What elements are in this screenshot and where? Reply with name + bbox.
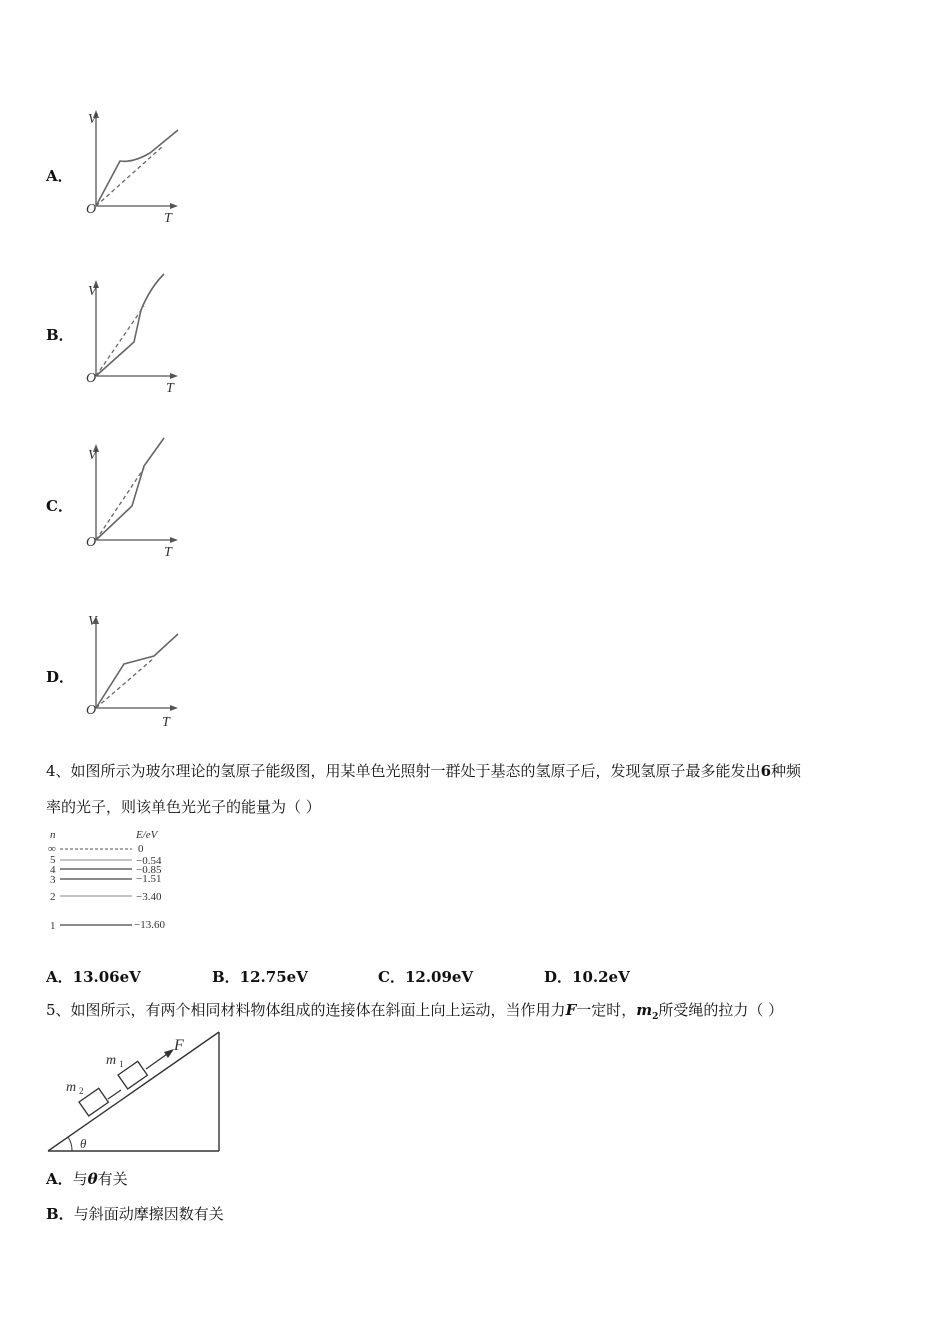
axis-t-label: T	[166, 381, 174, 396]
option-c-label: C．	[46, 497, 73, 515]
q4-line1-end: 种频	[771, 762, 802, 780]
question-4-text	[46, 753, 906, 825]
q4-answer-a[interactable]: A．13.06eV	[46, 968, 141, 986]
level-e-1: −13.60	[134, 919, 165, 931]
graph-option-b	[78, 272, 188, 396]
axis-t-label: T	[162, 715, 170, 730]
q4-answer-c[interactable]: C．12.09eV	[378, 968, 474, 986]
option-a-label: A．	[46, 167, 73, 185]
q4-line2: 率的光子，则该单色光光子的能量为（ ）	[46, 798, 321, 816]
q4-answer-b[interactable]: B．12.75eV	[212, 968, 308, 986]
m2-label: m	[66, 1080, 77, 1095]
level-e-3: −1.51	[136, 873, 162, 885]
theta-label: θ	[80, 1136, 87, 1151]
level-e-5: −0.54	[136, 855, 162, 867]
q5-option-b-text: 与斜面动摩擦因数有关	[73, 1205, 224, 1223]
axis-t-label: T	[164, 211, 172, 226]
q5-text-a: 5、如图所示，有两个相同材料物体组成的连接体在斜面上向上运动，当作用力	[46, 1001, 566, 1019]
origin-label: O	[86, 535, 97, 550]
level-n-3: 3	[50, 874, 56, 886]
origin-label: O	[86, 703, 97, 718]
q5-m2-sub: 2	[652, 1012, 659, 1022]
m1-label: m	[106, 1053, 117, 1068]
q4-answer-d[interactable]: D．10.2eV	[544, 968, 630, 986]
q5-text-b: 一定时，	[576, 1001, 637, 1019]
q4-line1: 4、如图所示为玻尔理论的氢原子能级图，用某单色光照射一群处于基态的氢原子后，发现氢原子最多能发出	[46, 762, 761, 780]
q5-option-a[interactable]	[46, 1168, 128, 1189]
origin-label: O	[86, 202, 97, 217]
force-label: F	[174, 1037, 184, 1054]
graph-option-a	[78, 106, 188, 226]
axis-t-label: T	[164, 545, 172, 560]
option-d-label: D．	[46, 668, 75, 686]
q4-answer-options	[46, 966, 710, 987]
axis-v-label: V	[88, 112, 97, 127]
level-n-1: 1	[50, 920, 56, 932]
incline-diagram	[46, 1028, 236, 1158]
q5-force-symbol: F	[565, 1001, 577, 1019]
graph-option-c	[78, 436, 188, 560]
q5-option-a-theta: θ	[87, 1170, 98, 1188]
level-n-2: 2	[50, 891, 56, 903]
level-e-4: −0.85	[136, 864, 162, 876]
axis-v-label: V	[88, 448, 97, 463]
m1-sub-label: 1	[119, 1059, 124, 1069]
level-n-5: 5	[50, 854, 56, 866]
level-n-4: 4	[50, 864, 56, 876]
n-header: n	[50, 829, 56, 841]
origin-label: O	[86, 371, 97, 386]
axis-v-label: V	[88, 614, 97, 629]
q4-photon-count: 6	[760, 762, 771, 780]
axis-v-label: V	[88, 284, 97, 299]
level-n-inf: ∞	[48, 843, 56, 855]
q5-option-b-label: B．	[46, 1205, 74, 1223]
q5-option-a-post: 有关	[97, 1170, 128, 1188]
graph-option-d	[78, 610, 188, 730]
q5-option-a-pre: 与	[72, 1170, 88, 1188]
e-header: E/eV	[136, 829, 158, 841]
level-e-2: −3.40	[136, 891, 162, 903]
energy-level-diagram	[46, 828, 196, 938]
q5-option-a-label: A．	[46, 1170, 73, 1188]
q5-option-b[interactable]	[46, 1203, 224, 1224]
q5-text-c: 所受绳的拉力（ ）	[658, 1001, 784, 1019]
m2-sub-label: 2	[79, 1086, 84, 1096]
q5-m2-symbol: m	[636, 1001, 653, 1019]
option-b-label: B．	[46, 326, 74, 344]
level-e-inf: 0	[138, 843, 144, 855]
